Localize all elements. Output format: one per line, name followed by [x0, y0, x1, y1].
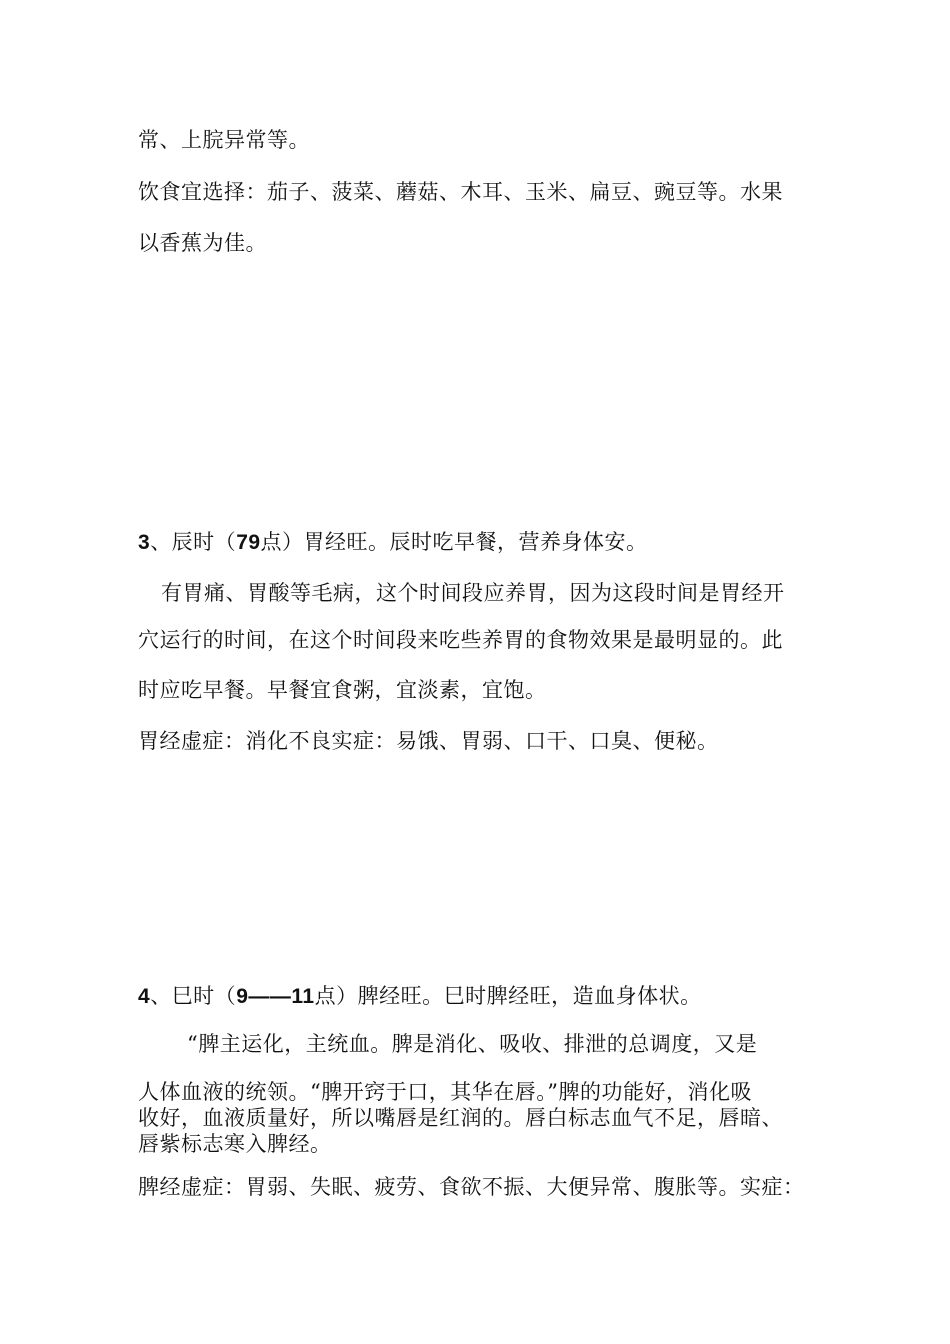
section-number: 4 [138, 985, 151, 1008]
section-number: 3 [138, 531, 151, 554]
paragraph-line: 有胃痛、胃酸等毛病，这个时间段应养胃，因为这段时间是胃经开 [161, 581, 785, 605]
section-heading [138, 984, 702, 1009]
text-line: 常、上脘异常等。 [138, 128, 310, 152]
paragraph-line: 唇紫标志寒入脾经。 [138, 1132, 332, 1156]
heading-text: 点）脾经旺。巳时脾经旺，造血身体状。 [314, 984, 702, 1008]
paragraph-line: 穴运行的时间，在这个时间段来吃些养胃的食物效果是最明显的。此 [138, 628, 783, 652]
heading-text: 、巳时（ [150, 984, 237, 1008]
paragraph-line: 胃经虚症：消化不良实症：易饿、胃弱、口干、口臭、便秘。 [138, 729, 719, 753]
text-line: 饮食宜选择：茄子、菠菜、蘑菇、木耳、玉米、扁豆、豌豆等。水果 [138, 180, 783, 204]
heading-text: 、辰时（ [150, 530, 237, 554]
paragraph-line: 人体血液的统领。“脾开窍于口，其华在唇。”脾的功能好，消化吸 [138, 1080, 752, 1104]
text-line: 以香蕉为佳。 [138, 231, 267, 255]
paragraph-line: 时应吃早餐。早餐宜食粥，宜淡素，宜饱。 [138, 678, 547, 702]
heading-hours: 9——11 [236, 985, 315, 1008]
paragraph-line: 收好，血液质量好，所以嘴唇是红润的。唇白标志血气不足，唇暗、 [138, 1106, 783, 1130]
paragraph-line: 脾经虚症：胃弱、失眠、疲劳、食欲不振、大便异常、腹胀等。实症： [138, 1175, 805, 1199]
paragraph-line: “脾主运化，主统血。脾是消化、吸收、排泄的总调度，又是 [187, 1032, 758, 1056]
heading-hours: 79 [236, 531, 261, 554]
section-heading [138, 530, 648, 555]
heading-text: 点）胃经旺。辰时吃早餐，营养身体安。 [260, 530, 648, 554]
